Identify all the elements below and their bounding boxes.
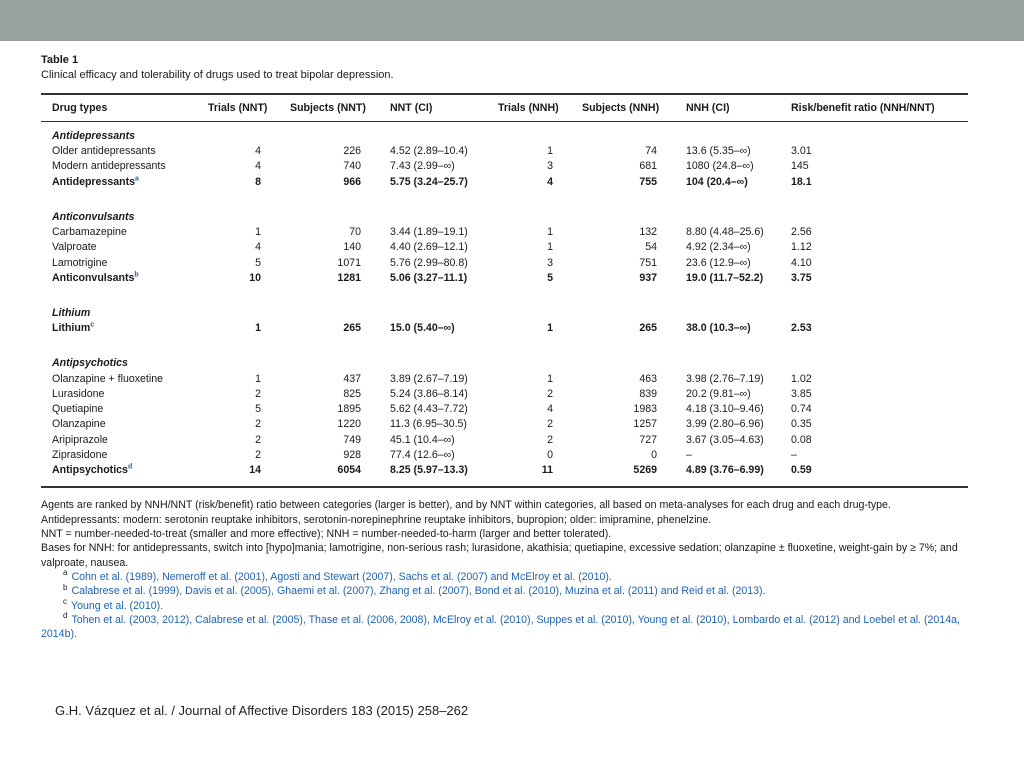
- table-cell: 1080 (24.8–∞): [686, 160, 754, 173]
- reference-d: [41, 613, 968, 642]
- note-nnh-bases: Bases for NNH: for antidepressants, switch into [hypo]mania; lamotrigine, non-serious rash; lurasidone, akathisia; quetiapine, excessive sedation; olanzapine ± fluoxetine, weight-gain by ≥ 7%; and valproate, nausea.: [41, 542, 958, 569]
- table-cell: 6054: [337, 464, 361, 477]
- table-cell: 45.1 (10.4–∞): [390, 433, 455, 446]
- note-definitions: NNT = number-needed-to-treat (smaller and more effective); NNH = number-needed-to-harm (larger and better tolerated).: [41, 528, 612, 541]
- table-cell: –: [791, 449, 797, 461]
- spacer-cell: [41, 336, 968, 349]
- table-body: [41, 122, 968, 488]
- spacer-row: [41, 336, 968, 349]
- table-cell: 14: [249, 464, 261, 477]
- table-cell: 20.2 (9.81–∞): [686, 387, 751, 400]
- table-cell: 4.89 (3.76–6.99): [686, 464, 764, 477]
- table-cell: 2.53: [791, 322, 812, 335]
- table-cell: 0.08: [791, 433, 812, 446]
- col-header: Risk/benefit ratio (NNH/NNT): [791, 102, 935, 114]
- table-cell: 1: [547, 372, 553, 385]
- table-cell: 4: [255, 160, 261, 173]
- table-cell: 2: [255, 433, 261, 446]
- table-cell: 3.44 (1.89–19.1): [390, 226, 468, 239]
- table-cell: 1.02: [791, 372, 812, 385]
- table-row: [41, 402, 968, 417]
- table-row: [41, 448, 968, 463]
- table-cell: Carbamazepine: [52, 226, 127, 239]
- total-row: [41, 175, 968, 190]
- table-cell: 755: [639, 175, 657, 188]
- spacer-row: [41, 286, 968, 299]
- table-cell: 1071: [337, 256, 361, 269]
- table-cell: 54: [645, 241, 657, 254]
- table-cell: 4: [255, 145, 261, 158]
- table-cell: 74: [645, 145, 657, 158]
- table-cell: 15.0 (5.40–∞): [390, 322, 455, 335]
- total-row: [41, 463, 968, 487]
- spacer-cell: [41, 190, 968, 203]
- drug-name: Lithium: [52, 322, 91, 335]
- table-cell: 10: [249, 271, 261, 284]
- table-cell: 437: [343, 372, 361, 385]
- table-cell: 5: [255, 256, 261, 269]
- table-cell: 5.62 (4.43–7.72): [390, 403, 468, 416]
- table-header-row: [41, 94, 968, 122]
- table-cell: 0.59: [791, 464, 812, 477]
- footnote-marker: d: [127, 463, 133, 471]
- table-row: [41, 240, 968, 255]
- reference-a: [41, 570, 968, 584]
- table-cell: 3.85: [791, 387, 812, 400]
- reference-c: [41, 599, 968, 613]
- footnote-marker: a: [135, 175, 139, 183]
- table-cell: 19.0 (11.7–52.2): [686, 271, 764, 284]
- table-cell: 751: [639, 256, 657, 269]
- table-row: [41, 255, 968, 270]
- table-cell: Lurasidone: [52, 387, 105, 400]
- drug-name: Anticonvulsants: [52, 271, 135, 284]
- efficacy-table: [41, 93, 968, 488]
- col-header: Trials (NNH): [498, 102, 559, 114]
- top-banner: [0, 0, 1024, 41]
- table-cell: 3: [547, 160, 553, 173]
- table-cell: 13.6 (5.35–∞): [686, 145, 751, 158]
- table-cell: 77.4 (12.6–∞): [390, 449, 455, 461]
- table-cell: 140: [343, 241, 361, 254]
- table-cell: 5: [547, 271, 553, 284]
- total-row: [41, 271, 968, 286]
- table-cell: 1: [547, 241, 553, 254]
- table-cell: 5.75 (3.24–25.7): [390, 175, 468, 188]
- table-cell: 38.0 (10.3–∞): [686, 322, 751, 335]
- table-cell: Ziprasidone: [52, 449, 108, 461]
- table-cell: 226: [343, 145, 361, 158]
- drug-name: Antidepressants: [52, 175, 136, 188]
- table-cell: 11.3 (6.95–30.5): [390, 418, 467, 431]
- category-row: [41, 299, 968, 321]
- table-caption: Clinical efficacy and tolerability of drugs used to treat bipolar depression.: [41, 69, 394, 81]
- table-cell: [41, 463, 197, 487]
- table-cell: 1: [255, 322, 261, 335]
- note-ranking: Agents are ranked by NNH/NNT (risk/benefit) ratio between categories (larger is better), and by NNT within categories, all based on meta-analyses for each drug and each drug-type.: [41, 499, 891, 512]
- table-cell: 5: [255, 403, 261, 416]
- note-antidepressants: Antidepressants: modern: serotonin reuptake inhibitors, serotonin-norepinephrine reuptake inhibitors, bupropion; older: imipramine, phenelzine.: [41, 513, 712, 526]
- table-row: [41, 225, 968, 240]
- table-cell: 3: [547, 256, 553, 269]
- table-cell: 3.75: [791, 271, 812, 284]
- table-cell: 5.24 (3.86–8.14): [390, 387, 468, 400]
- table-cell: 0: [651, 449, 657, 461]
- table-cell: 1257: [633, 418, 657, 431]
- table-cell: 1983: [633, 403, 657, 416]
- table-cell: 8.80 (4.48–25.6): [686, 226, 764, 239]
- table-cell: Modern antidepressants: [52, 160, 166, 173]
- table-cell: [41, 271, 197, 286]
- table-cell: 2: [255, 418, 261, 431]
- footnote-marker: c: [90, 321, 95, 329]
- table-cell: 0: [547, 449, 553, 461]
- table-cell: 727: [639, 433, 657, 446]
- category-row: [41, 203, 968, 225]
- category-label: Anticonvulsants: [52, 210, 135, 223]
- table-cell: 4.40 (2.69–12.1): [390, 241, 468, 254]
- document-page: [41, 54, 968, 641]
- table-cell: 70: [349, 226, 361, 239]
- table-cell: 18.1: [791, 175, 812, 188]
- table-cell: 265: [639, 322, 657, 335]
- table-cell: 5.76 (2.99–80.8): [390, 256, 468, 269]
- table-cell: 7.43 (2.99–∞): [390, 160, 455, 173]
- table-cell: 2: [547, 433, 553, 446]
- citation-footer: G.H. Vázquez et al. / Journal of Affective Disorders 183 (2015) 258–262: [55, 703, 469, 718]
- col-header: NNH (CI): [686, 102, 730, 114]
- col-header: Subjects (NNT): [290, 102, 366, 114]
- table-cell: 839: [639, 387, 657, 400]
- table-cell: 1281: [337, 271, 361, 284]
- table-row: [41, 144, 968, 159]
- table-cell: 104 (20.4–∞): [686, 175, 748, 188]
- table-cell: 463: [639, 372, 657, 385]
- spacer-row: [41, 190, 968, 203]
- table-cell: 4: [255, 241, 261, 254]
- table-cell: 1895: [337, 403, 361, 416]
- table-cell: 2: [255, 387, 261, 400]
- table-cell: 1: [547, 322, 553, 335]
- spacer-cell: [41, 286, 968, 299]
- table-cell: 3.98 (2.76–7.19): [686, 372, 764, 385]
- table-row: [41, 371, 968, 386]
- table-cell: 2: [255, 449, 261, 461]
- table-cell: 4.10: [791, 256, 812, 269]
- table-cell: 966: [343, 175, 361, 188]
- table-cell: 8.25 (5.97–13.3): [390, 464, 468, 477]
- table-cell: [41, 321, 197, 336]
- reference-link[interactable]: Tohen et al. (2003, 2012), Calabrese et al. (2005), Thase et al. (2006, 2008), McElroy et al. (2010), Suppes et al. (2010), Young et al. (2010), Lombardo et al. (2012) and Loebel et al. (2014a, 2014b).: [41, 613, 960, 641]
- table-cell: 937: [639, 271, 657, 284]
- table-notes: [41, 498, 968, 641]
- category-row: [41, 349, 968, 371]
- table-cell: 3.99 (2.80–6.96): [686, 418, 764, 431]
- table-cell: 2: [547, 418, 553, 431]
- reference-key: a: [63, 568, 68, 578]
- category-row: [41, 122, 968, 145]
- table-cell: 3.67 (3.05–4.63): [686, 433, 764, 446]
- table-row: [41, 159, 968, 174]
- table-cell: 4.52 (2.89–10.4): [390, 145, 468, 158]
- table-cell: 4: [547, 403, 553, 416]
- category-label: Lithium: [52, 307, 91, 320]
- table-cell: –: [686, 449, 692, 461]
- total-row: [41, 321, 968, 336]
- table-cell: 0.74: [791, 403, 812, 416]
- table-cell: 1.12: [791, 241, 812, 254]
- table-cell: 749: [343, 433, 361, 446]
- col-header: Trials (NNT): [208, 102, 268, 114]
- table-cell: 8: [255, 175, 261, 188]
- table-cell: Quetiapine: [52, 403, 104, 416]
- reference-link[interactable]: Cohn et al. (1989), Nemeroff et al. (2001), Agosti and Stewart (2007), Sachs et al. (2007) and McElroy et al. (2010).: [71, 570, 612, 583]
- table-row: [41, 417, 968, 432]
- table-row: [41, 387, 968, 402]
- col-header: NNT (CI): [390, 102, 433, 114]
- table-cell: 4.92 (2.34–∞): [686, 241, 751, 254]
- reference-key: b: [63, 582, 68, 592]
- table-cell: 1: [255, 226, 261, 239]
- col-header: Subjects (NNH): [582, 102, 660, 114]
- table-cell: 2.56: [791, 226, 812, 239]
- table-cell: Valproate: [52, 241, 97, 254]
- table-cell: 1: [547, 145, 553, 158]
- table-cell: 928: [343, 449, 361, 461]
- table-cell: 265: [343, 322, 361, 335]
- table-cell: 740: [343, 160, 361, 173]
- table-title: Table 1: [41, 54, 79, 66]
- table-cell: 0.35: [791, 418, 812, 431]
- table-cell: 4.18 (3.10–9.46): [686, 403, 764, 416]
- table-cell: 5.06 (3.27–11.1): [390, 271, 468, 284]
- reference-link[interactable]: Calabrese et al. (1999), Davis et al. (2005), Ghaemi et al. (2007), Zhang et al. (2007), Bond et al. (2010), Muzina et al. (2011) and Reid et al. (2013).: [71, 585, 766, 598]
- table-cell: 825: [343, 387, 361, 400]
- category-label: Antipsychotics: [52, 357, 128, 370]
- table-cell: 1220: [337, 418, 361, 431]
- table-cell: 681: [639, 160, 657, 173]
- table-cell: 132: [639, 226, 657, 239]
- reference-b: [41, 584, 968, 598]
- table-cell: Lamotrigine: [52, 256, 108, 269]
- col-header: Drug types: [52, 102, 108, 114]
- table-cell: Olanzapine: [52, 418, 106, 431]
- table-cell: [41, 175, 197, 190]
- table-cell: Olanzapine + fluoxetine: [52, 372, 164, 385]
- table-cell: 5269: [633, 464, 657, 477]
- reference-key: c: [63, 597, 67, 606]
- table-row: [41, 433, 968, 448]
- table-cell: 3.89 (2.67–7.19): [390, 372, 468, 385]
- table-cell: 11: [541, 464, 553, 477]
- table-cell: Aripiprazole: [52, 433, 108, 446]
- table-cell: 4: [547, 175, 553, 188]
- table-cell: 1: [547, 226, 553, 239]
- footnote-marker: b: [134, 271, 139, 279]
- table-cell: 145: [791, 160, 809, 173]
- table-cell: Older antidepressants: [52, 145, 156, 158]
- drug-name: Antipsychotics: [52, 464, 128, 477]
- table-cell: 23.6 (12.9–∞): [686, 256, 751, 269]
- category-label: Antidepressants: [52, 130, 136, 142]
- table-cell: 3.01: [791, 145, 812, 158]
- reference-link[interactable]: Young et al. (2010).: [71, 599, 164, 612]
- table-cell: 2: [547, 387, 553, 400]
- reference-key: d: [63, 611, 68, 621]
- table-cell: 1: [255, 372, 261, 385]
